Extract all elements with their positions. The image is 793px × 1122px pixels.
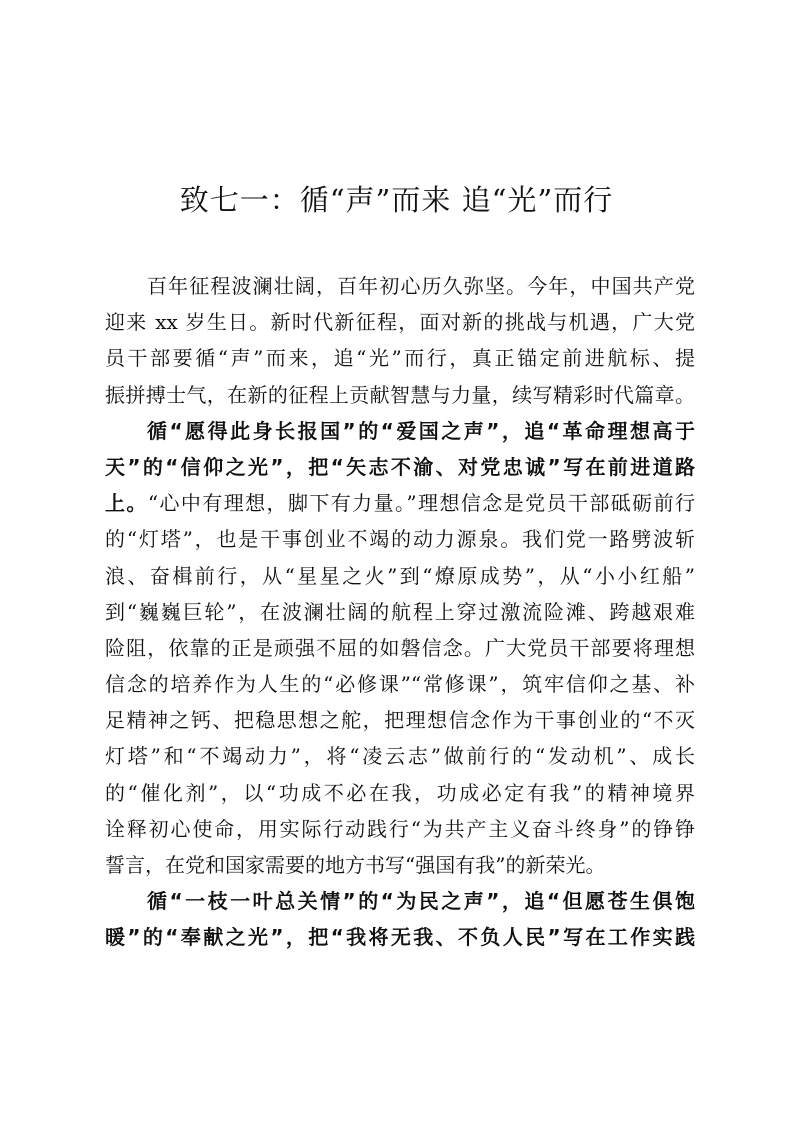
paragraph-lead-line: 循“一枝一叶总关情”的“为民之声”，追“但愿苍生俱饱 [147,889,695,914]
paragraph-lead-line: 暖”的“奉献之光”，把“我将无我、不负人民”写在工作实践 [105,925,695,950]
paragraph-line: 誓言，在党和国家需要的地方书写“强国有我”的新荣光。 [105,853,606,877]
paragraph-2 [105,413,695,883]
paragraph-line: 员干部要循“声”而来，追“光”而行，真正锚定前进航标、提 [105,346,695,371]
paragraph-line-mixed [105,485,695,521]
paragraph-lead-line: 循“愿得此身长报国”的“爱国之声”，追“革命理想高于 [147,418,695,443]
paragraph-line: 百年征程波澜壮阔，百年初心历久弥坚。今年，中国共产党 [147,274,695,298]
paragraph-3 [105,883,695,955]
paragraph-line: 振拼搏士气，在新的征程上贡献智慧与力量，续写精彩时代篇章。 [105,382,695,407]
paragraph-lead-end: 上。 [105,491,148,516]
paragraph-1 [105,268,695,413]
paragraph-line: 足精神之钙、把稳思想之舵，把理想信念作为干事创业的“不灭 [105,708,695,733]
document-title: 致七一：循“声”而来 追“光”而行 [179,183,614,217]
document-body [105,268,695,956]
paragraph-line: 浪、奋楫前行，从“星星之火”到“燎原成势”，从“小小红船” [105,563,695,588]
paragraph-line: 的“灯塔”，也是干事创业不竭的动力源泉。我们党一路劈波斩 [105,527,695,552]
paragraph-line: 险阻，依靠的正是顽强不屈的如磐信念。广大党员干部要将理想 [105,635,695,660]
paragraph-line: 诠释初心使命，用实际行动践行“为共产主义奋斗终身”的铮铮 [105,816,695,841]
paragraph-line: 灯塔”和“不竭动力”，将“凌云志”做前行的“发动机”、成长 [105,744,695,769]
paragraph-line: 信念的培养作为人生的“必修课”“常修课”，筑牢信仰之基、补 [105,672,695,697]
paragraph-lead-line: 天”的“信仰之光”，把“矢志不渝、对党忠诚”写在前进道路 [105,454,695,479]
paragraph-line-rest: “心中有理想，脚下有力量。”理想信念是党员干部砥砺前行 [147,491,695,516]
paragraph-line: 迎来 xx 岁生日。新时代新征程，面对新的挑战与机遇，广大党 [105,310,695,335]
paragraph-line: 的“催化剂”，以“功成不必在我，功成必定有我”的精神境界 [105,780,695,805]
paragraph-line: 到“巍巍巨轮”，在波澜壮阔的航程上穿过激流险滩、跨越艰难 [105,599,695,624]
